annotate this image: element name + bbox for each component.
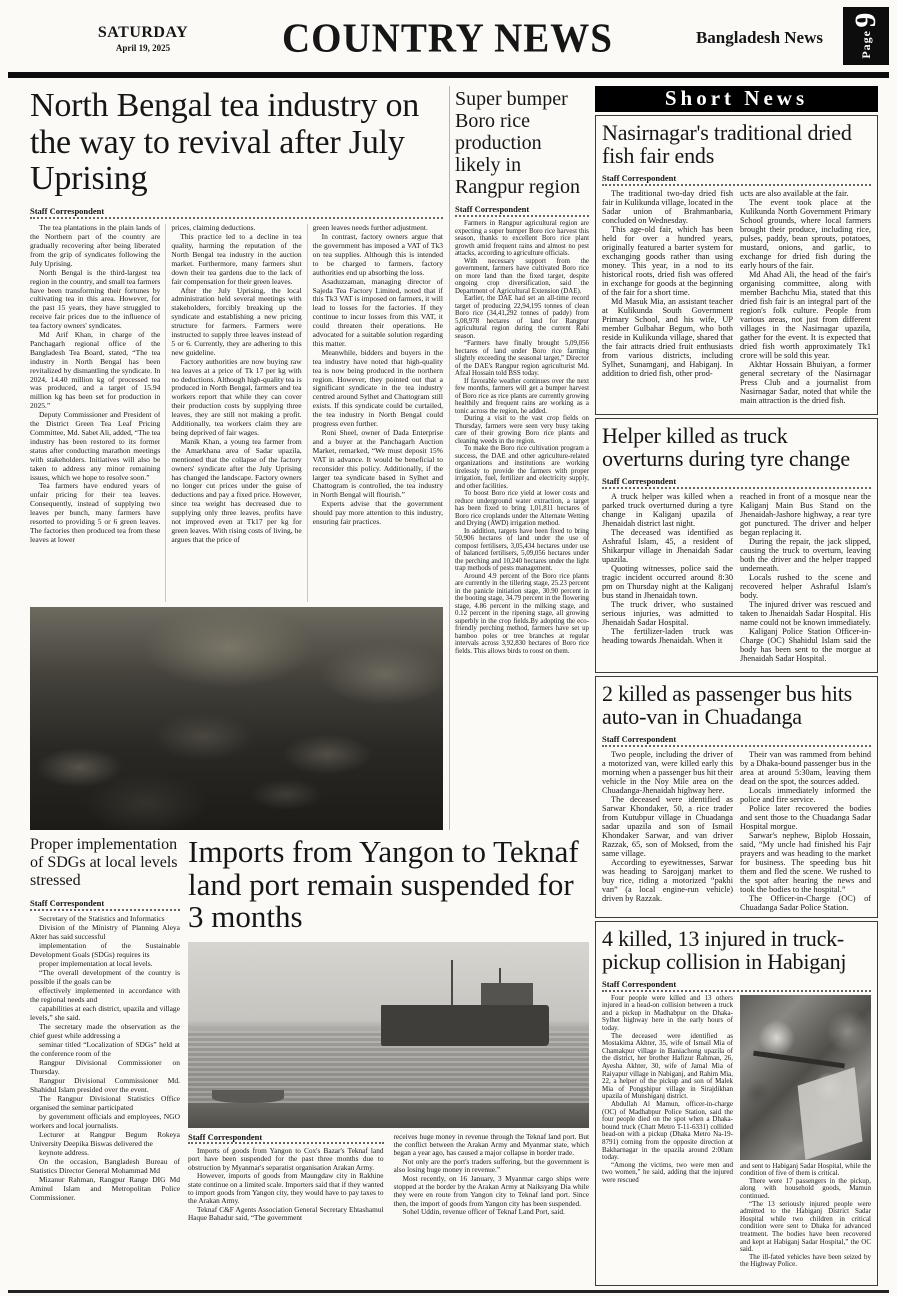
boro-byline: Staff Correspondent — [455, 204, 589, 217]
crash-wreck-bar — [753, 1051, 844, 1069]
truck-pickup-byline: Staff Correspondent — [602, 979, 871, 992]
dried-fish-column-2: ucts are also available at the fair. The event took place at the Kulikunda North Government Primary School grounds, where local farmers brought their produce, including rice, pulses, paddy, bean sprouts, potatoes, mustard, onions, and garlic, to exchange for dried fish during the early hours of the fair. Md Ahad Ali, the head of the fair's organising committee, along with member Bachchu Mia, stated that this dried fish fair is an integral part of the region's folk culture. People from various areas, not just from different villages in the Nasirnagar upazila, gather for the event. It is expected that dried fish worth approximately Tk1 crore will be sold this year. Akhtar Hossain Bhuiyan, a former general secretary of the Nasirnagar Press Club and a journalist from Nasirnagar Sadar, noted that while the main attraction is the dried fish. — [740, 188, 871, 405]
bottom-left-row — [30, 836, 589, 1288]
article-sdg — [30, 836, 180, 1288]
boro-body: Farmers in Rangpur agricultural region are expecting a super bumper Boro rice harvest this season, thanks to excellent Boro rice plant growth amid frequent rains and almost no pest attacks, according to agriculture officials. With necessary support from the government, farmers have cultivated Boro rice on more land than the fixed target, despite ongoing crop diversification, said the Department of Agricultural Extension (DAE). Earlier, the DAE had set an all-time record target of producing 22,94,195 tonnes of clean Boro rice (34,41,292 tonnes of paddy) from 5,08,978 hectares of land for Rangpur agricultural region during the current Rabi season. “Farmers have finally brought 5,09,056 hectares of land under Boro rice farming slightly exceeding the seasonal target,” Director of the DAE's Rangpur region agriculturist Md. Afzal Hossain told BSS today. If favorable weather continues over the next few months, farmers will get a bumper harvest of Boro rice as rice plants are currently growing healthily and frequent rains are working as a tonic across the region, he added. During a visit to the vast crop fields on Thursday, farmers were seen very busy taking care of their growing Boro rice plants and cleaning weeds in the region. To make the Boro rice cultivation program a success, the DAE and other agriculture-related organizations and institutions are working tirelessly to provide the farmers with proper irrigation, fuel, fertilizer and electricity supply, and other facilities. To boost Boro rice yield at lower costs and reduce underground water extraction, a target has been fixed to bring 1,01,811 hectares of Boro rice croplands under the Alternate Wetting and Drying (AWD) irrigation method. In addition, targets have been fixed to bring 50,906 hectares of land under the use of compost fertilisers, 3,05,434 hectares under use of balanced fertilisers, 5,09,056 hectares under the perching and 10,240 hectares under the light trap methods of pests management. Around 4.9 percent of the Boro rice plants are currently in the tillering stage, 25.23 percent in the panicle initiation stage, 30.90 percent in the booting stage, 34.79 percent in the flowering stage, 4.86 percent in the milking stage, and 0.12 percent in the ripening stage, all growing superbly in the crop fields.By adopting the eco-friendly perching method, farmers have set up bamboo poles or tree branches at regular intervals across 3,92,830 hectares of Boro rice fields. This allows birds to roost on them. — [455, 220, 589, 655]
imports-column-1 — [188, 1133, 384, 1283]
bus-autovan-headline: 2 killed as passenger bus hits auto-van in Chuadanga — [602, 681, 853, 730]
dried-fish-column-1: The traditional two-day dried fish fair in Kulikunda village, located in the Sadar union of Brahmanbaria, concluded on Wednesday. This age-old fair, which has been held for over a hundred years, originally featured a barter system for exchanging goods rather than using money. This year, in a nod to its historical roots, dried fish was offered in exchange for goods at the beginning of the fair for a short time. Md Masuk Mia, an assistant teacher at Kulikunda South Government Primary School, and his wife, UP member Gulbahar Begum, who both reside in Kulikunda village, shared that the fair attracts dried fruit enthusiasts from various districts, including Sylhet, Sunamganj, and Habiganj. In addition to dried fish, other prod- — [602, 188, 733, 378]
dried-fish-byline: Staff Correspondent — [602, 173, 871, 186]
page-label: Page — [859, 30, 873, 59]
masthead — [0, 0, 897, 70]
page-bottom-rule — [8, 1290, 889, 1293]
boro-headline: Super bumper Boro rice production likely in Rangpur region — [455, 88, 580, 198]
tea-byline: Staff Correspondent — [30, 206, 443, 222]
truck-pickup-column-1: Four people were killed and 13 others injured in a head-on collision between a truck and a pickup in Madhabpur on the Dhaka-Sylhet highway here in the early hours of today. The deceased were identified as Mostakima Akhter, 35, wife of Ismail Mia of Chamakpur village in Baniachong upazila of the district, her brother Hafizur Rahman, 26, Ayesha Akhter, 30, wife of Jamal Mia of Raiyapur village in Nabiganj, and Rahim Mia, 22, a helper of the pickup and son of Malek Mia of Pongshipur village in Sirajdikhan upazila of Munshiganj district. Abdullah Al Mamun, officer-in-charge (OC) of Madhabpur Police Station, said the four people died on the spot when a Dhaka-bound truck (Chatt Metro T-11-6331) collided head-on with a pickup (Dhaka Metro Na-19-8791) coming from the opposite direction at Bakharnagar in the upazila around 2:00am today. “Among the victims, two were men and two women,” he said, adding that the injured were rescued — [602, 994, 733, 1184]
article-helper-killed — [595, 418, 878, 673]
page-number-vertical — [851, 13, 881, 59]
imports-headline: Imports from Yangon to Teknaf land port remain suspended for 3 months — [188, 836, 579, 935]
crash-photo — [740, 995, 871, 1160]
sdg-headline: Proper implementation of SDGs at local levels stressed — [30, 836, 178, 889]
tea-column-1: The tea plantations in the plain lands of the Northern part of the country are gradually recovering after being liberated from the grip of syndicates following the July Uprising. North Bengal is the third-largest tea region in the country, and small tea farmers have been transforming their fortunes by cultivating tea in this area. However, for the past 15 years, they have struggled to receive fair prices due to the influence of tea factory owners' syndicates. Md Arif Khan, in charge of the Panchagarh regional office of the Bangladesh Tea Board, stated, “The tea industry in North Bengal has been revitalized by dismantling the syndicate. In 2024, 14.40 million kg of processed tea was produced, and a target of 15.94 million kg has been set for production in 2025.” Deputy Commissioner and President of the District Green Tea Leaf Pricing Committee, Md. Sabet Ali, added, “The tea industry has been restored to its former status after conducting marathon meetings with stakeholders. Initiatives will also be taken to address any minor remaining issues, which we hope to resolve soon.” Tea farmers have endured years of unfair pricing for their tea leaves. Consequently, instead of supplying two leaves per bunch, many farmers have resorted to providing 5 or 6 green leaves. The factories then produced tea from these leaves at lower — [30, 224, 161, 544]
ship-mast — [451, 960, 453, 1008]
page-content — [0, 78, 897, 1290]
imports-column-1-text: Imports of goods from Yangon to Cox's Bazar's Teknaf land port have been suspended for the past three months due to obstruction by Myanmar's separatist organisation Arakan Army. However, imports of goods from Maungdaw city in Rakhine state continue on a limited scale. Importers said that if they wanted to import goods from Yangon city, they would have to pay taxes to the Arakan Army. Teknaf C&F Agents Association General Secretary Ehtashamul Haque Bahadur said, “The government — [188, 1146, 384, 1223]
tea-body — [30, 224, 443, 602]
short-news-banner: Short News — [595, 86, 878, 112]
tea-column-3: green leaves needs further adjustment. In contrast, factory owners argue that the government has imposed a VAT of Tk3 on tea supplies. Although this is intended to be charged to farmers, factory authorities end up absorbing the loss. Asaduzzaman, managing director of Sajeda Tea Factory Limited, noted that if this Tk3 VAT is imposed on farmers, it will lead to losses for the factories. If they continue to incur losses from this VAT, it could threaten their operations. He advocated for a suitable solution regarding this matter. Meanwhile, bidders and buyers in the tea industry have noted that high-quality tea is now being produced in the northern region. However, they pointed out that a significant syndicate in the tea industry centred around Sylhet and Chattogram still exists. If this syndicate could be curtailed, the tea industry in North Bengal could progress even further. Roni Sheel, owner of Dada Enterprise and a buyer at the Panchagarh Auction Market, remarked, “We must deposit 15% VAT in advance. It would be beneficial to reconsider this policy. Additionally, if the larger tea syndicate based in Sylhet and Chattogram is controlled, the tea industry in North Bengal will flourish.” Experts advise that the government should pay more attention to this industry, ensuring fair practices. — [307, 224, 443, 602]
teknaf-port-photo — [188, 942, 589, 1128]
article-imports-teknaf — [188, 836, 589, 1288]
dried-fish-body — [602, 189, 871, 405]
truck-pickup-body — [602, 995, 871, 1269]
imports-column-2: receives huge money in revenue through the Teknaf land port. But the conflict between the Arakan Army and Myanmar state, which began a year ago, has caused a major collapse in border trade. Not only are the port's traders suffering, but the government is also losing huge money in revenue.” Most recently, on 16 January, 3 Myanmar cargo ships were stopped at the border by the Arakan Army at Naiksyang Dia while they were en route from Yangon city to Teknaf land port. Since then, the import of goods from Yangon city has been suspended. Sohel Uddin, revenue officer of Teknaf Land Port, said. — [393, 1132, 589, 1217]
imports-body — [188, 1133, 589, 1283]
article-bus-autovan — [595, 676, 878, 918]
helper-killed-column-2: reached in front of a mosque near the Kaliganj Main Bus Stand on the Jhenaidah-Jashore highway, a rear tyre got punctured. The driver and helper began replacing it. During the repair, the jack slipped, causing the truck to overturn, leaving both the driver and the helper trapped underneath. Locals rushed to the scene and recovered helper Ashraful Islam's body. The injured driver was rescued and taken to Jhenaidah Sadar Hospital. His name could not be known immediately. Kaliganj Police Station Officer-in-Charge (OC) Shahidul Islam said the body has been sent to the morgue at Jhenaidah Sadar Hospital. — [740, 491, 871, 663]
tea-column-2: prices, claiming deductions. This practice led to a decline in tea quality, harming the reputation of the North Bengal tea industry in the auction market. Furthermore, many farmers shut down their tea gardens due to the lack of fair compensation for their green leaves. After the July Uprising, the local administration held several meetings with stakeholders, forcibly breaking up the syndicate and establishing a new pricing structure for farmers. Farmers were instructed to supply three leaves instead of 5 or 6. Currently, they are adhering to this new guideline. Factory authorities are now buying raw tea leaves at a price of Tk 17 per kg with no deductions. Although high-quality tea is produced in North Bengal, farmers and tea workers report that while they can cover their production costs by supplying three leaves, they are still not making a profit. Additionally, tea workers claim they are being deprived of fair wages. Manik Khan, a young tea farmer from the Amarkhana area of Sadar upazila, mentioned that the collapse of the factory owners' syndicate after the July Uprising has changed the landscape. Factory owners no longer cut prices under the guise of deductions and pay a fixed price. However, since tea weight has decreased due to supplying only three leaves, profits have not improved even at Tk17 per kg for green leaves. With rising costs of living, he argues that the price of — [165, 224, 301, 602]
short-news-section — [595, 86, 878, 1280]
article-boro-rice — [449, 86, 589, 830]
ship-hull — [381, 1005, 549, 1046]
article-truck-pickup — [595, 921, 878, 1286]
tea-garden-photo — [30, 607, 443, 830]
date: April 19, 2025 — [115, 42, 171, 53]
top-left-row — [30, 86, 589, 830]
helper-killed-byline: Staff Correspondent — [602, 476, 871, 489]
dock-strip — [188, 1103, 589, 1127]
date-block — [68, 24, 218, 53]
truck-pickup-column-2-text: and sent to Habiganj Sadar Hospital, while the condition of five of them is critical. There were 17 passengers in the pickup, along with household goods, Mamun continued. “The 13 seriously injured people were admitted to the Habiganj District Sadar Hospital while two children in critical condition were sent to Dhaka for advanced treatment. The bodies have been recovered and kept at Habiganj Sadar Hospital,” the OC said. The ill-fated vehicles have been seized by the Highway Police. — [740, 1161, 871, 1269]
page-number-tab — [843, 7, 889, 65]
page-title: COUNTRY NEWS — [282, 15, 613, 61]
helper-killed-headline: Helper killed as truck overturns during tyre change — [602, 423, 850, 472]
bus-autovan-column-1: Two people, including the driver of a motorized van, were killed early this morning when a passenger bus hit their vehicle in the Noy Mile area on the Chuadanga-Jhenaidah highway here. The deceased were identified as Sarwar Khondaker, 50, a rice trader from Kutubpur village in Chuadanga sadar upazila and son of Ismail Khondaker Sarwar, and van driver Razzak, 65, son of Moksed, from the same village. According to eyewitnesses, Sarwar was heading to Sarojganj market to buy rice, riding a motorized “pakhi van” (a local engine-run vehicle) driven by Razzak. — [602, 749, 733, 903]
bus-autovan-byline: Staff Correspondent — [602, 734, 871, 747]
weekday: SATURDAY — [97, 23, 189, 41]
sdg-body: Secretary of the Statistics and Informatics Division of the Ministry of Planning Aleya Akter has said successful implementation of the Sustainable Development Goals (SDGs) requires its proper implementation at local levels. “The overall development of the country is possible if the goals can be effectively implemented in accordance with the regional needs and capabilities at each district, upazila and village levels,” she said. The secretary made the observation as the chief guest while addressing a seminar titled “Localization of SDGs” held at the conference room of the Rangpur Divisional Commissioner on Thursday. Rangpur Divisional Commissioner Md. Shahidul Islam presided over the event. The Rangpur Divisional Statistics Office organised the seminar participated by government officials and employees, NGO workers and local journalists. Lecturer at Rangpur Begum Rokeya University Deepika Biswas delivered the keynote address. On the occasion, Bangladesh Bureau of Statistics Director General Mohammad Md Mizanur Rahman, Rangpur Range DIG Md Aminul Islam and Metropolitan Police Commissioner. — [30, 913, 180, 1202]
truck-pickup-column-2 — [740, 995, 871, 1269]
dried-fish-headline: Nasirnagar's traditional dried fish fair ends — [602, 120, 852, 169]
helper-killed-body — [602, 492, 871, 663]
page-number: 9 — [849, 13, 882, 29]
article-tea-industry — [30, 86, 443, 830]
bus-autovan-column-2: Their van was rammed from behind by a Dhaka-bound passenger bus in the area at around 5:30am, leaving them dead on the spot, the sources added. Locals immediately informed the police and fire service. Police later recovered the bodies and sent those to the Chuadanga Sadar Hospital morgue. Sarwar's nephew, Biplob Hossain, said, “My uncle had finished his Fajr prayers and was heading to the market for business. The speeding bus hit them and fled the scene. We rushed to the spot after hearing the news and took the bodies to the hospital.” The Officer-in-Charge (OC) of Chuadanga Sadar Police Station. — [740, 749, 871, 912]
bus-autovan-body — [602, 750, 871, 912]
crash-debris-sheet — [798, 1067, 863, 1159]
newspaper-brand: Bangladesh News — [695, 28, 823, 47]
helper-killed-column-1: A truck helper was killed when a parked truck overturned during a tyre change in Kaliganj upazila of Jhenaidah district last night. The deceased was identified as Ashraful Islam, 45, a resident of Shikarpur village in Jhenaidah Sadar upazila. Quoting witnesses, police said the tragic incident occurred around 8:30 pm on Thursday night at the Kaliganj bus stand in Jhenaidah town. The truck driver, who sustained serious injuries, was admitted to Jhenaidah Sadar Hospital. The fertilizer-laden truck was heading towards Jhenaidah. When it — [602, 491, 733, 645]
tea-headline: North Bengal tea industry on the way to revival after July Uprising — [30, 87, 420, 198]
imports-byline: Staff Correspondent — [188, 1133, 384, 1144]
sdg-byline: Staff Correspondent — [30, 898, 180, 911]
article-dried-fish-fair — [595, 115, 878, 415]
left-section — [30, 86, 589, 1280]
truck-pickup-headline: 4 killed, 13 injured in truck-pickup collision in Habiganj — [602, 926, 847, 975]
small-boat — [212, 1090, 284, 1103]
